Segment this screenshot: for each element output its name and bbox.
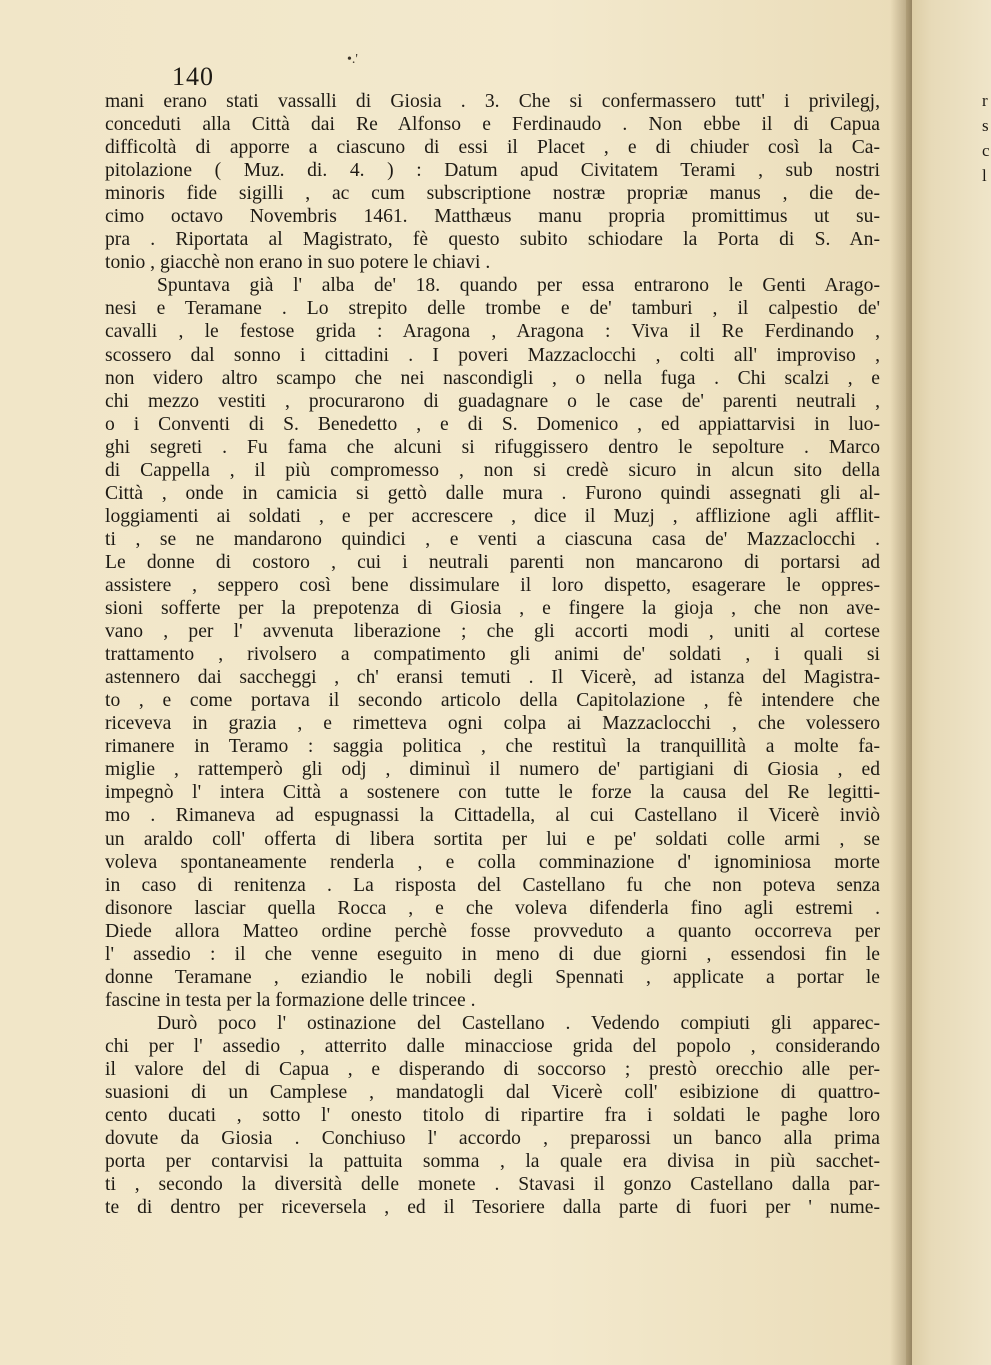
text-line: il valore del di Capua , e disperando di soccorso ; prestò orecchio alle per- <box>105 1058 880 1080</box>
text-line: suasioni di un Camplese , mandatogli dal Vicerè coll' esibizione di quattro- <box>105 1082 880 1104</box>
text-line: vano , per l' avvenuta liberazione ; che gli accorti modi , uniti al cortese <box>105 621 880 643</box>
text-line: mo . Rimaneva ad espugnassi la Cittadella, al cui Castellano il Vicerè inviò <box>105 805 880 827</box>
text-line: loggiamenti ai soldati , e per accrescere , dice il Muzj , afflizione agli afflit- <box>105 505 880 527</box>
text-line: ti , se ne mandarono quindici , e venti a ciascuna casa de' Mazzaclocchi . <box>105 528 880 550</box>
text-line: difficoltà di apporre a ciascuno di essi il Placet , e di chiuder così la Ca- <box>105 137 880 159</box>
text-line: sioni sofferte per la prepotenza di Giosia , e fingere la gioja , che non ave- <box>105 598 880 620</box>
edge-letter: s <box>982 116 989 135</box>
text-line: Spuntava già l' alba de' 18. quando per essa entrarono le Genti Arago- <box>157 275 880 297</box>
text-line: tonio , giacchè non erano in suo potere le chiavi . <box>105 252 491 274</box>
text-line: di Cappella , il più compromesso , non si credè sicuro in alcun sito della <box>105 459 880 481</box>
text-line: te di dentro per riceversela , ed il Tesoriere dalla parte di fuori per ' nume- <box>105 1197 880 1219</box>
text-line: chi mezzo vestiti , procurarono di guadagnare o le case de' parenti neutrali , <box>105 390 880 412</box>
text-line: Diede allora Matteo ordine perchè fosse provveduto a quanto occorreva per <box>105 920 880 942</box>
text-line: chi per l' assedio , atterrito dalle minacciose grida del popolo , considerando <box>105 1035 880 1057</box>
text-line: pitolazione ( Muz. di. 4. ) : Datum apud Civitatem Terami , sub nostri <box>105 160 880 182</box>
edge-letter: l <box>982 166 987 185</box>
text-line: riceveva in grazia , e rimetteva ogni colpa ai Mazzaclocchi , che volessero <box>105 713 880 735</box>
text-line: un araldo coll' offerta di libera sortita per lui e pe' soldati colle armi , se <box>105 828 880 850</box>
text-line: nesi e Teramane . Lo strepito delle trombe e de' tamburi , il calpestio de' <box>105 298 880 320</box>
edge-letter: c <box>982 141 990 160</box>
text-line: rimanere in Teramo : saggia politica , che restituì la tranquillità a molte fa- <box>105 736 880 758</box>
text-line: l' assedio : il che venne eseguito in meno di due giorni , essendosi fin le <box>105 943 880 965</box>
text-line: to , e come portava il secondo articolo della Capitolazione , fè intendere che <box>105 690 880 712</box>
text-line: assistere , seppero così bene dissimulare il loro dispetto, esagerare le oppres- <box>105 574 880 596</box>
text-line: voleva spontaneamente renderla , e colla comminazione d' ignominiosa morte <box>105 851 880 873</box>
text-line: Le donne di costoro , cui i neutrali parenti non mancarono di portarsi ad <box>105 551 880 573</box>
text-line: in caso di renitenza . La risposta del Castellano fu che non poteva senza <box>105 874 880 896</box>
page-spine <box>906 0 991 1365</box>
text-line: fascine in testa per la formazione delle trincee . <box>105 989 476 1011</box>
body-text <box>105 90 880 1219</box>
text-line: o i Conventi di S. Benedetto , e di S. Domenico , ed appiattarvisi in luo- <box>105 413 880 435</box>
text-line: miglie , rattemperò gli odj , diminuì il numero de' partigiani di Giosia , ed <box>105 759 880 781</box>
text-line: pra . Riportata al Magistrato, fè questo subito schiodare la Porta di S. An- <box>105 229 880 251</box>
print-mark: •.' <box>347 52 358 67</box>
text-line: disonore lasciar quella Rocca , e che voleva difenderla fino agli estremi . <box>105 897 880 919</box>
edge-letter: r <box>982 91 988 110</box>
text-line: Città , onde in camicia si gettò dalle mura . Furono quindi assegnati gli al- <box>105 482 880 504</box>
text-line: non videro altro scampo che nei nascondigli , o nella fuga . Chi scalzi , e <box>105 367 880 389</box>
text-line: impegnò l' intera Città a sostenere con tutte le forze la causa del Re legitti- <box>105 782 880 804</box>
text-line: ti , secondo la diversità delle monete . Stavasi il gonzo Castellano dalla par- <box>105 1174 880 1196</box>
text-line: cento ducati , sotto l' onesto titolo di ripartire fra i soldati le paghe loro <box>105 1105 880 1127</box>
text-line: mani erano stati vassalli di Giosia . 3. Che si confermassero tutt' i privilegj, <box>105 91 880 112</box>
text-line: ghi segreti . Fu fama che alcuni si rifuggissero dentro le sepolture . Marco <box>105 436 880 458</box>
text-line: dovute da Giosia . Conchiuso l' accordo , preparossi un banco alla prima <box>105 1128 880 1150</box>
text-line: cimo octavo Novembris 1461. Matthæus manu propria promittimus ut su- <box>105 206 880 228</box>
text-line: conceduti alla Città dai Re Alfonso e Ferdinaudo . Non ebbe il di Capua <box>105 114 880 136</box>
text-line: trattamento , rivolsero a compatimento gli animi de' soldati , i quali si <box>105 644 880 666</box>
spine-shadow <box>890 0 912 1365</box>
text-line: porta per contarvisi la pattuita somma , la quale era divisa in più sacchet- <box>105 1151 880 1173</box>
text-line: cavalli , le festose grida : Aragona , Aragona : Viva il Re Ferdinando , <box>105 321 880 343</box>
text-line: minoris fide sigilli , ac cum subscriptione nostræ propriæ manus , die de- <box>105 183 880 205</box>
text-line: astennero dai saccheggi , ch' eransi temuti . Il Vicerè, ad istanza del Magistra- <box>105 667 880 689</box>
text-line: scossero dal sonno i cittadini . I poveri Mazzaclocchi , colti all' improviso , <box>105 344 880 366</box>
page-number: 140 <box>172 62 214 91</box>
text-line: Durò poco l' ostinazione del Castellano . Vedendo compiuti gli apparec- <box>157 1012 880 1034</box>
text-line: donne Teramane , eziandio le nobili degli Spennati , applicate a portar le <box>105 966 880 988</box>
